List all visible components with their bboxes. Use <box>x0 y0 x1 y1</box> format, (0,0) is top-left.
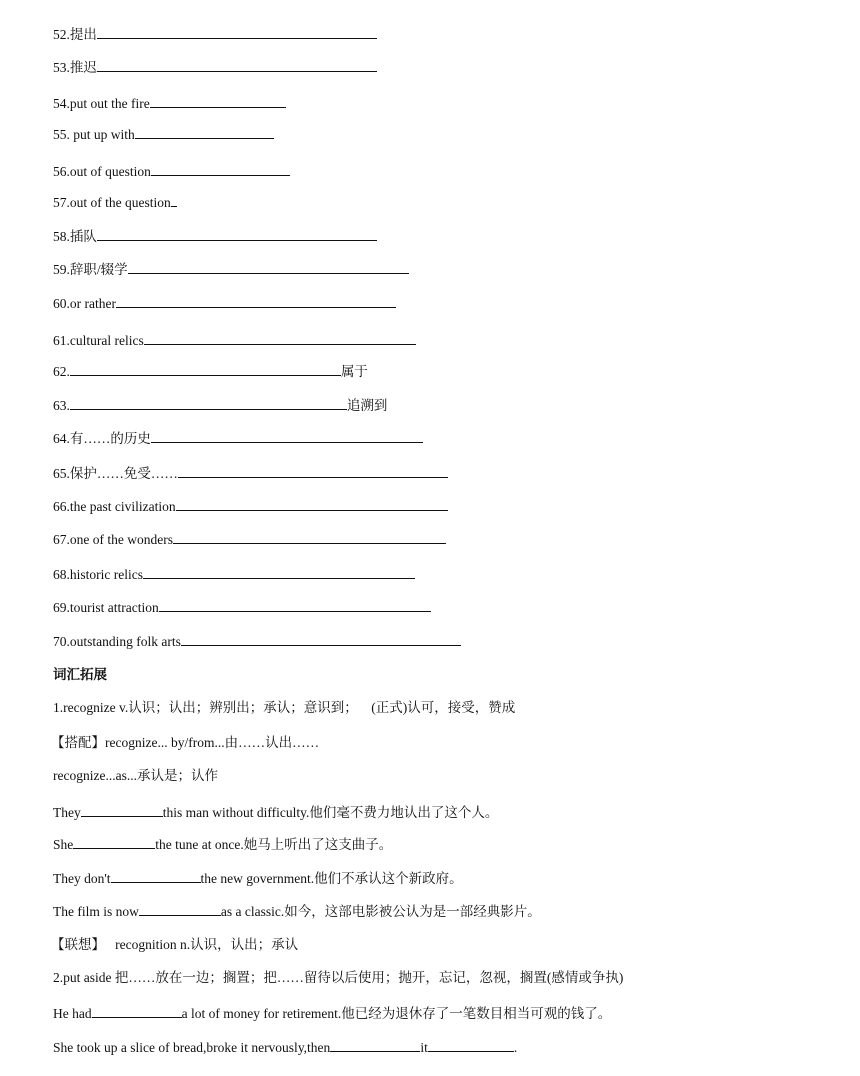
exercise-63 <box>53 396 387 415</box>
exercise-57 <box>53 193 177 212</box>
exercise-69 <box>53 598 431 617</box>
example-sentence-1 <box>53 803 498 822</box>
answer-blank[interactable] <box>171 193 177 207</box>
exercise-56 <box>53 162 290 181</box>
sentence-end: . <box>513 1040 518 1055</box>
exercise-prompt: 58.插队 <box>53 229 97 244</box>
answer-blank[interactable] <box>159 598 431 612</box>
exercise-prompt: 52.提出 <box>53 27 97 42</box>
exercise-prompt: 70.outstanding folk arts <box>53 634 181 649</box>
answer-blank[interactable] <box>135 125 274 139</box>
sentence-start: He had <box>53 1006 92 1021</box>
exercise-61 <box>53 331 416 350</box>
recognize-definition: 1.recognize v.认识；认出；辨别出；承认；意识到； (正式)认可，接受，赞成 <box>53 700 516 715</box>
exercise-prompt: 56.out of question <box>53 164 151 179</box>
exercise-68 <box>53 565 415 584</box>
answer-blank[interactable] <box>73 835 155 849</box>
exercise-52 <box>53 25 377 44</box>
exercise-prompt: 61.cultural relics <box>53 333 144 348</box>
sentence-end: the new government.他们不承认这个新政府。 <box>200 871 463 886</box>
exercise-59 <box>53 260 409 279</box>
exercise-64 <box>53 429 423 448</box>
exercise-prompt: 63. <box>53 398 70 413</box>
example-sentence-3 <box>53 869 463 888</box>
exercise-66 <box>53 497 448 516</box>
answer-blank[interactable] <box>151 429 423 443</box>
put-aside-example-2 <box>53 1038 517 1057</box>
exercise-prompt: 60.or rather <box>53 296 116 311</box>
exercise-54 <box>53 94 286 113</box>
answer-blank[interactable] <box>428 1038 514 1052</box>
answer-blank[interactable] <box>70 362 341 376</box>
exercise-suffix: 属于 <box>340 364 368 379</box>
answer-blank[interactable] <box>330 1038 420 1052</box>
answer-blank[interactable] <box>128 260 409 274</box>
answer-blank[interactable] <box>144 331 416 345</box>
answer-blank[interactable] <box>81 803 163 817</box>
put-aside-example-1 <box>53 1004 611 1023</box>
answer-blank[interactable] <box>97 25 377 39</box>
answer-blank[interactable] <box>111 869 201 883</box>
recognize-collocation: 【搭配】recognize... by/from...由……认出…… <box>51 735 320 750</box>
section-heading: 词汇拓展 <box>53 667 107 683</box>
exercise-62 <box>53 362 368 381</box>
sentence-start: She <box>53 837 74 852</box>
exercise-suffix: 追溯到 <box>346 398 388 413</box>
exercise-prompt: 54.put out the fire <box>53 96 150 111</box>
exercise-prompt: 59.辞职/辍学 <box>53 262 128 277</box>
example-sentence-2 <box>53 835 392 854</box>
answer-blank[interactable] <box>92 1004 182 1018</box>
exercise-53 <box>53 58 377 77</box>
recognition-association: 【联想】 recognition n.认识，认出；承认 <box>51 937 299 952</box>
sentence-end: the tune at once.她马上听出了这支曲子。 <box>155 837 393 852</box>
sentence-start: They don't <box>53 871 111 886</box>
answer-blank[interactable] <box>178 464 448 478</box>
exercise-prompt: 62. <box>53 364 70 379</box>
sentence-middle: it <box>420 1040 428 1055</box>
answer-blank[interactable] <box>116 294 396 308</box>
exercise-70 <box>53 632 461 651</box>
exercise-60 <box>53 294 396 313</box>
answer-blank[interactable] <box>181 632 461 646</box>
put-aside-definition: 2.put aside 把……放在一边；搁置；把……留待以后使用；抛开，忘记，忽视，搁置(感情或争执) <box>53 970 624 985</box>
answer-blank[interactable] <box>150 94 286 108</box>
answer-blank[interactable] <box>70 396 347 410</box>
exercise-prompt: 64.有……的历史 <box>53 431 151 446</box>
answer-blank[interactable] <box>151 162 290 176</box>
exercise-prompt: 57.out of the question <box>53 195 171 210</box>
exercise-prompt: 65.保护……免受…… <box>53 466 178 481</box>
exercise-prompt: 66.the past civilization <box>53 499 176 514</box>
sentence-end: as a classic.如今，这部电影被公认为是一部经典影片。 <box>220 904 541 919</box>
answer-blank[interactable] <box>97 227 377 241</box>
exercise-55 <box>53 125 274 144</box>
exercise-58 <box>53 227 377 246</box>
sentence-end: a lot of money for retirement.他已经为退休存了一笔数目相当可观的钱了。 <box>181 1006 612 1021</box>
sentence-start: They <box>53 805 81 820</box>
exercise-67 <box>53 530 446 549</box>
sentence-start: She took up a slice of bread,broke it nervously,then <box>53 1040 331 1055</box>
recognize-as-collocation: recognize...as...承认是；认作 <box>53 768 218 783</box>
exercise-65 <box>53 464 448 483</box>
answer-blank[interactable] <box>173 530 446 544</box>
answer-blank[interactable] <box>97 58 377 72</box>
example-sentence-4 <box>53 902 541 921</box>
sentence-end: this man without difficulty.他们毫不费力地认出了这个人。 <box>162 805 499 820</box>
sentence-start: The film is now <box>53 904 139 919</box>
exercise-prompt: 55. put up with <box>53 127 135 142</box>
answer-blank[interactable] <box>176 497 448 511</box>
exercise-prompt: 69.tourist attraction <box>53 600 159 615</box>
exercise-prompt: 53.推迟 <box>53 60 97 75</box>
answer-blank[interactable] <box>143 565 415 579</box>
exercise-prompt: 67.one of the wonders <box>53 532 173 547</box>
answer-blank[interactable] <box>139 902 221 916</box>
exercise-prompt: 68.historic relics <box>53 567 143 582</box>
